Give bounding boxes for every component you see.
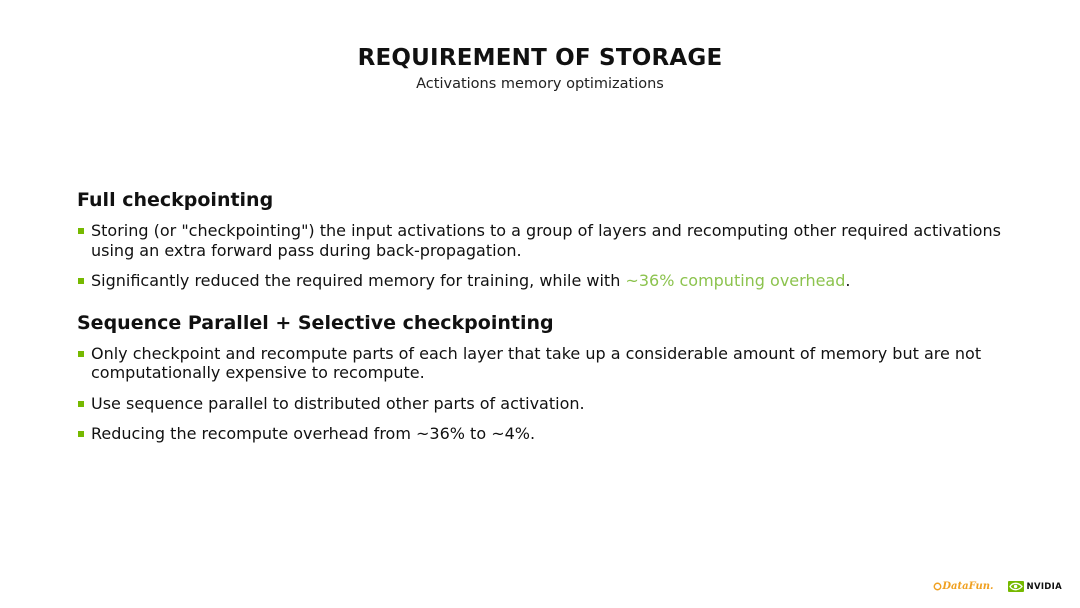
bullet-item — [77, 344, 1017, 383]
slide-content — [77, 188, 1017, 455]
slide-header — [0, 44, 1080, 94]
bullet-text: Only checkpoint and recompute parts of each layer that take up a considerable amount of memory but are not computationally expensive to recompute. — [91, 343, 982, 382]
footer-logos — [933, 581, 1062, 592]
nvidia-wordmark: NVIDIA — [1026, 581, 1062, 592]
bullet-text: Storing (or "checkpointing") the input activations to a group of layers and recomputing other required activations using an extra forward pass during back-propagation. — [91, 221, 1001, 260]
bullet-text: Reducing the recompute overhead from ~36% to ~4%. — [91, 424, 536, 443]
datafun-mark-icon — [933, 582, 942, 591]
bullet-item — [77, 394, 1017, 414]
nvidia-eye-icon — [1008, 581, 1024, 592]
datafun-wordmark: DataFun. — [942, 581, 994, 592]
slide-title: REQUIREMENT OF STORAGE — [357, 45, 723, 71]
bullet-square-icon — [78, 401, 84, 407]
bullet-square-icon — [78, 431, 84, 437]
bullet-text: Use sequence parallel to distributed other parts of activation. — [91, 393, 585, 413]
nvidia-logo — [1008, 581, 1062, 592]
datafun-logo — [933, 581, 993, 592]
bullet-text: Significantly reduced the required memory for training, while with — [91, 271, 626, 290]
section-heading: Sequence Parallel + Selective checkpointing — [77, 311, 554, 334]
section-heading: Full checkpointing — [77, 189, 274, 211]
slide-subtitle: Activations memory optimizations — [416, 76, 664, 92]
section-selective-checkpointing — [77, 311, 1017, 444]
bullet-text-end: . — [845, 271, 851, 290]
bullet-square-icon — [78, 228, 84, 234]
bullet-highlight: ~36% computing overhead — [625, 271, 846, 290]
section-full-checkpointing — [77, 188, 1017, 291]
bullet-square-icon — [78, 278, 84, 284]
bullet-square-icon — [78, 351, 84, 357]
bullet-list — [77, 344, 1017, 444]
bullet-item — [77, 271, 1017, 291]
bullet-item — [77, 221, 1017, 260]
bullet-item-highlighted — [77, 424, 1017, 444]
bullet-list — [77, 221, 1017, 291]
